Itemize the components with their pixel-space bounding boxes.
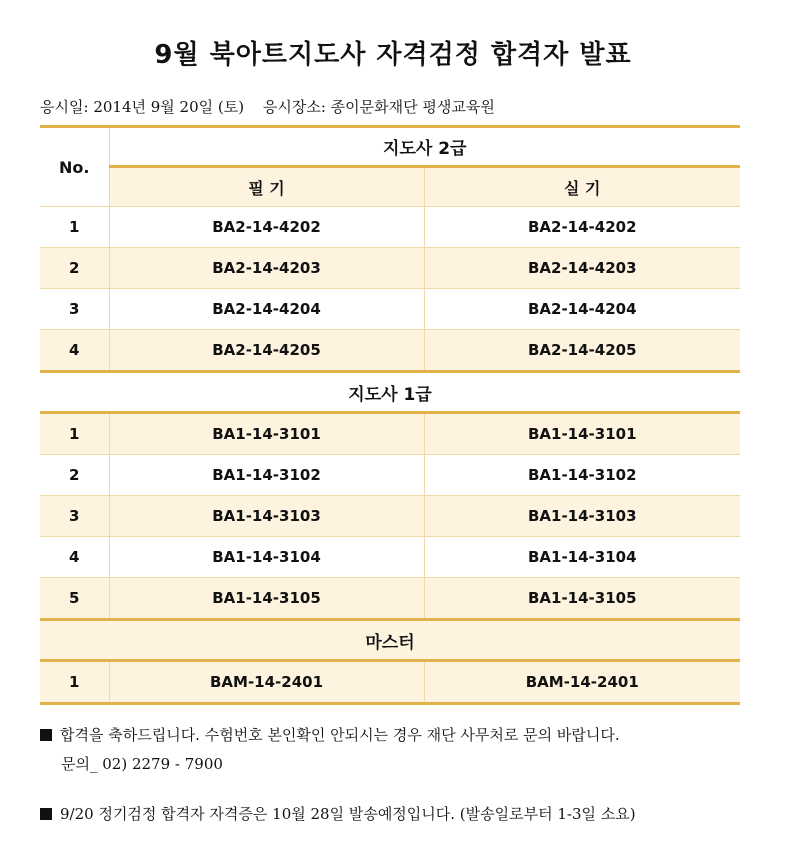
- written-exam-number: BA2-14-4204: [109, 289, 424, 330]
- practical-exam-number: BA1-14-3102: [424, 455, 740, 496]
- row-number: 2: [40, 455, 109, 496]
- bullet-square-icon: [40, 729, 52, 741]
- contact-info: 문의_ 02) 2279 - 7900: [61, 755, 223, 773]
- row-number: 3: [40, 496, 109, 537]
- table-row: [40, 455, 740, 496]
- written-exam-number: BA1-14-3102: [109, 455, 424, 496]
- written-exam-number: BA2-14-4203: [109, 248, 424, 289]
- row-number: 5: [40, 578, 109, 620]
- notice-certificate: [40, 803, 636, 824]
- practical-exam-number: BA2-14-4203: [424, 248, 740, 289]
- written-exam-number: BA2-14-4205: [109, 330, 424, 372]
- notice-congratulations: [40, 724, 620, 774]
- practical-exam-number: BA1-14-3105: [424, 578, 740, 620]
- row-number: 4: [40, 537, 109, 578]
- section-header-row: [40, 620, 740, 661]
- table-row: [40, 578, 740, 620]
- section-title: 지도사 1급: [40, 372, 740, 413]
- written-exam-number: BA2-14-4202: [109, 207, 424, 248]
- exam-date-value: 2014년 9월 20일 (토): [93, 98, 245, 116]
- section-title: 지도사 2급: [109, 127, 740, 167]
- written-exam-number: BA1-14-3101: [109, 413, 424, 455]
- practical-exam-number: BA2-14-4205: [424, 330, 740, 372]
- bullet-square-icon: [40, 808, 52, 820]
- row-number: 1: [40, 661, 109, 704]
- table-row: [40, 207, 740, 248]
- page-title: 9월 북아트지도사 자격검정 합격자 발표: [154, 40, 632, 70]
- section-title: 마스터: [40, 620, 740, 661]
- exam-venue-value: 종이문화재단 평생교육원: [330, 98, 495, 116]
- table-row: [40, 289, 740, 330]
- written-column-header: 필 기: [109, 167, 424, 207]
- practical-exam-number: BA1-14-3103: [424, 496, 740, 537]
- practical-column-header: 실 기: [424, 167, 740, 207]
- table-subheader-row: [40, 167, 740, 207]
- row-number: 4: [40, 330, 109, 372]
- results-table: [40, 125, 740, 705]
- practical-exam-number: BA2-14-4202: [424, 207, 740, 248]
- written-exam-number: BA1-14-3105: [109, 578, 424, 620]
- exam-venue-label: 응시장소:: [262, 98, 326, 116]
- written-exam-number: BAM-14-2401: [109, 661, 424, 704]
- written-exam-number: BA1-14-3104: [109, 537, 424, 578]
- row-number: 3: [40, 289, 109, 330]
- table-row: [40, 413, 740, 455]
- practical-exam-number: BA1-14-3101: [424, 413, 740, 455]
- practical-exam-number: BAM-14-2401: [424, 661, 740, 704]
- exam-info: [40, 96, 495, 117]
- written-exam-number: BA1-14-3103: [109, 496, 424, 537]
- table-row: [40, 661, 740, 704]
- row-number: 1: [40, 413, 109, 455]
- table-row: [40, 330, 740, 372]
- table-header-row: [40, 127, 740, 167]
- table-row: [40, 537, 740, 578]
- no-column-header: No.: [40, 127, 109, 207]
- section-header-row: [40, 372, 740, 413]
- table-row: [40, 248, 740, 289]
- notice-text: 9/20 정기검정 합격자 자격증은 10월 28일 발송예정입니다. (발송일로부터 1-3일 소요): [60, 805, 636, 823]
- row-number: 2: [40, 248, 109, 289]
- notice-text: 합격을 축하드립니다. 수험번호 본인확인 안되시는 경우 재단 사무처로 문의 바랍니다.: [60, 726, 620, 744]
- practical-exam-number: BA2-14-4204: [424, 289, 740, 330]
- row-number: 1: [40, 207, 109, 248]
- table-row: [40, 496, 740, 537]
- practical-exam-number: BA1-14-3104: [424, 537, 740, 578]
- exam-date-label: 응시일:: [40, 98, 89, 116]
